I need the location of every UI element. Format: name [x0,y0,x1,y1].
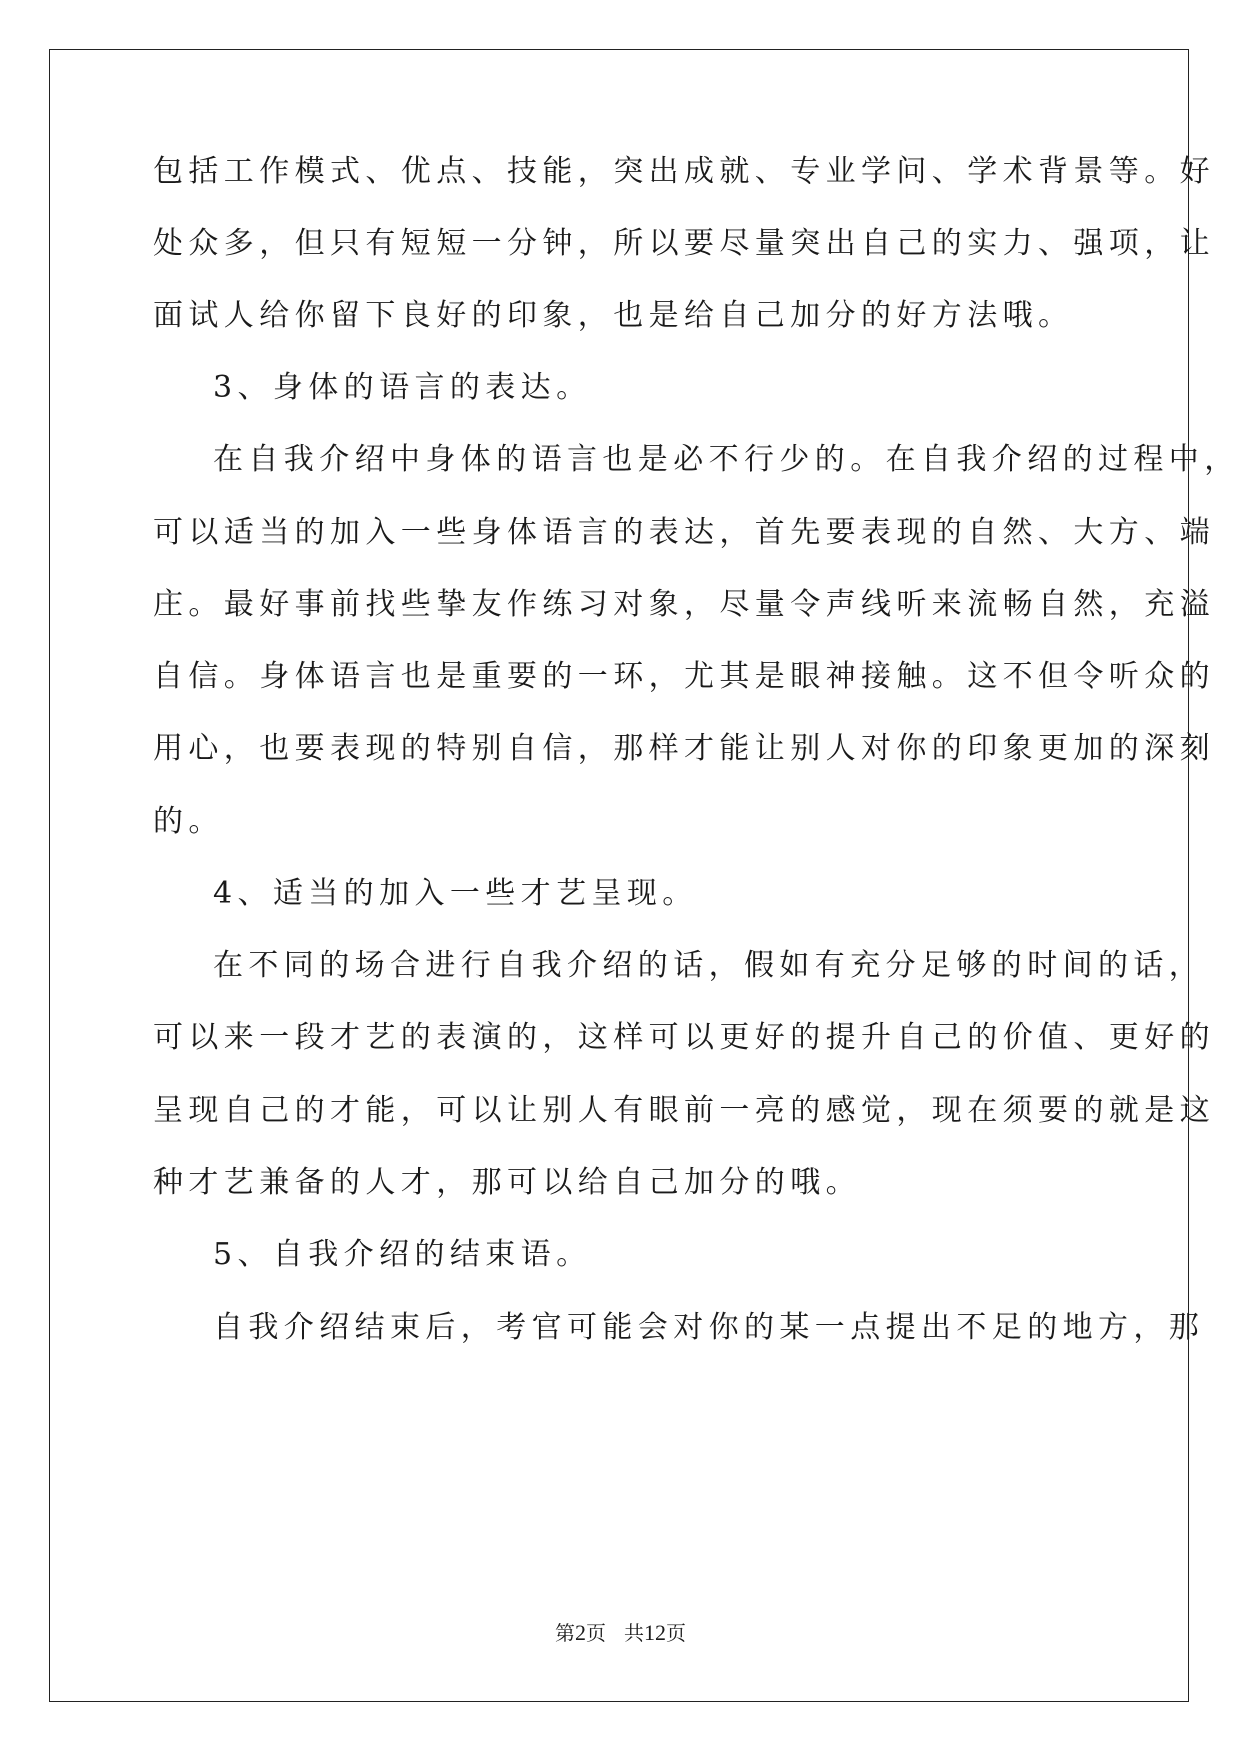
paragraph-line: 在不同的场合进行自我介绍的话，假如有充分足够的时间的话， [213,948,1205,983]
paragraph-line: 用心，也要表现的特别自信，那样才能让别人对你的印象更加的深刻 [153,731,1215,766]
total-suffix: 页 [666,1621,686,1645]
paragraph-line: 自信。身体语言也是重要的一环，尤其是眼神接触。这不但令听众的 [153,659,1215,694]
page-suffix: 页 [586,1621,606,1645]
page-footer [0,1620,1241,1646]
paragraph-line: 庄。最好事前找些挚友作练习对象，尽量令声线听来流畅自然，充溢 [153,587,1215,622]
page-number: 2 [575,1620,586,1645]
paragraph-line: 种才艺兼备的人才，那可以给自己加分的哦。 [153,1165,861,1200]
paragraph-line: 面试人给你留下良好的印象，也是给自己加分的好方法哦。 [153,298,1074,333]
paragraph-line: 处众多，但只有短短一分钟，所以要尽量突出自己的实力、强项，让 [153,226,1215,261]
section-heading: 4、适当的加入一些才艺呈现。 [213,876,698,911]
page-prefix: 第 [555,1621,575,1645]
total-pages: 12 [644,1620,666,1645]
paragraph-line: 的。 [153,804,224,839]
section-heading: 5、自我介绍的结束语。 [213,1237,592,1272]
paragraph-line: 呈现自己的才能，可以让别人有眼前一亮的感觉，现在须要的就是这 [153,1093,1215,1128]
paragraph-line: 在自我介绍中身体的语言也是必不行少的。在自我介绍的过程中， [213,442,1240,477]
total-prefix: 共 [624,1621,644,1645]
paragraph-line: 可以来一段才艺的表演的，这样可以更好的提升自己的价值、更好的 [153,1020,1215,1055]
paragraph-line: 包括工作模式、优点、技能，突出成就、专业学问、学术背景等。好 [153,154,1215,189]
paragraph-line: 可以适当的加入一些身体语言的表达，首先要表现的自然、大方、端 [153,515,1215,550]
paragraph-line: 自我介绍结束后，考官可能会对你的某一点提出不足的地方，那 [213,1310,1205,1345]
section-heading: 3、身体的语言的表达。 [213,370,592,405]
